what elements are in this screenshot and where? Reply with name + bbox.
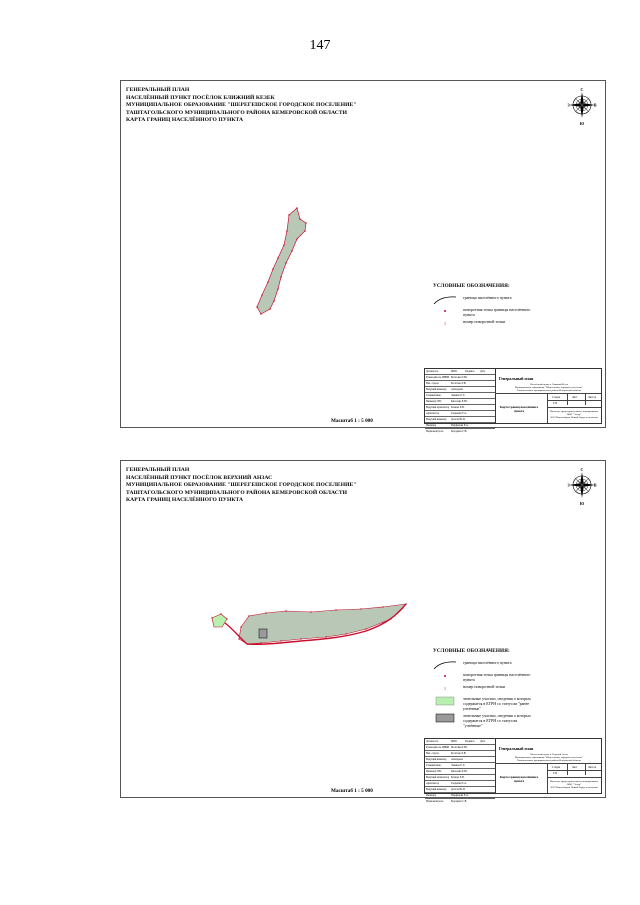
legend-item: [433, 672, 531, 684]
legend-label: земельные участки, сведения о которых содержатся в ЕГРН со статусом "ранее учтённые": [463, 696, 531, 711]
boundary-line-icon: [433, 295, 457, 305]
compass-north-label: С: [580, 467, 584, 472]
stamp-plan-title: Генеральный план: [499, 376, 534, 381]
settlement-territory-west: [212, 614, 227, 627]
settlement-territory: [257, 208, 306, 314]
legend-label: поворотная точка границы населённого пункта: [463, 672, 531, 682]
registered-parcel-icon: [433, 713, 457, 723]
legend-label: земельные участки, сведения о которых содержатся в ЕГРН со статусом "учтённые": [463, 713, 531, 728]
title-line: КАРТА ГРАНИЦ НАСЕЛЁННОГО ПУНКТА: [126, 497, 244, 504]
svg-text:1: 1: [444, 321, 446, 326]
title-stamp: Должность ФИО Подпись Дата Руководитель ЦНИИ Мозговая Т.Ю. Нач. отдела Богатова Л.В. Ведущий инженер Ахмадеева Главный инж. Лыкина Е.Л. Инженер ГИС Киселева Е.Ю. Ведущий архитектор Блажко Е.В. Архитектор Гладилин Т.А. Ведущий инженер Долгов Ю.И. Инженер Парфенова Е.А. Нормоконтроль Бородина С.В. Генеральный план Населённый пункт п. Верхний Анзас Муниципальное образование "Шерегешское городское поселение" Таштагольского муниципального района Кемеровской области Стадия Лист Листов ГП Карта границ населённого пункта Институт градостроительного планирования ООО "Элтур" 2019 Новосибирск Новый Город технологии: [424, 738, 602, 794]
svg-text:1: 1: [444, 686, 446, 691]
previously-registered-parcel-icon: [433, 696, 457, 706]
stamp-sheets-header: Листов: [588, 766, 596, 769]
title-stamp: Должность ФИО Подпись Дата Руководитель ЦНИИ Мозговая Т.Ю. Нач. отдела Богатова Л.В. Ведущий инженер Ахмадеева Главный инж. Лыкина Е.Л. Инженер ГИС Киселева Е.Ю. Ведущий архитектор Блажко Е.В. Архитектор Гладилин Т.А. Ведущий инженер Долгов Ю.И. Инженер Парфенова Е.А. Нормоконтроль Бородина С.В. Генеральный план Населённый пункт п. Ближний Кезек Муниципальное образование "Шерегешское городское поселение" Таштагольского муниципального района Кемеровской области Стадия Лист Листов ГП Карта границ населённого пункта Институт градостроительного планирования ООО "Элтур" 2019 Новосибирск Новый Город технологии: [424, 368, 602, 424]
stamp-sheet-header: Лист: [572, 766, 578, 769]
page-number: 147: [309, 38, 331, 53]
title-line: МУНИЦИПАЛЬНОЕ ОБРАЗОВАНИЕ "ШЕРЕГЕШСКОЕ ГОРОДСКОЕ ПОСЕЛЕНИЕ": [126, 102, 357, 109]
map-legend: [433, 648, 531, 730]
legend-label: граница населённого пункта: [463, 660, 512, 665]
stamp-company: Институт градостроительного планирования ООО "Элтур" 2019 Новосибирск Новый Город технологии: [550, 780, 598, 789]
stamp-sheets-header: Листов: [588, 396, 596, 399]
legend-label: номер поворотной точки: [463, 319, 506, 324]
compass-west-label: З: [567, 482, 570, 488]
map-legend: [433, 283, 531, 331]
legend-label: граница населённого пункта: [463, 295, 512, 300]
legend-title: УСЛОВНЫЕ ОБОЗНАЧЕНИЯ:: [433, 648, 510, 654]
stamp-org: Населённый пункт п. Верхний Анзас Муниципальное образование "Шерегешское городское поселение" Таштагольского муниципального района Кемеровской области: [514, 753, 584, 762]
compass-east-label: В: [593, 102, 597, 108]
stamp-org: Населённый пункт п. Ближний Кезек Муниципальное образование "Шерегешское городское поселение" Таштагольского муниципального района Кемеровской области: [514, 383, 584, 392]
legend-item: [433, 660, 510, 672]
compass-south-label: Ю: [579, 121, 585, 126]
turning-point-icon: [433, 307, 457, 317]
legend-label: номер поворотной точки: [463, 684, 506, 689]
title-line: ТАШТАГОЛЬСКОГО МУНИЦИПАЛЬНОГО РАЙОНА КЕМЕРОВСКОЙ ОБЛАСТИ: [126, 109, 348, 116]
legend-item: [433, 696, 531, 713]
stamp-sheet-title: Карта границ населённого пункта: [499, 405, 539, 413]
stamp-company: Институт градостроительного планирования ООО "Элтур" 2019 Новосибирск Новый Город технологии: [550, 410, 598, 419]
compass-north-label: С: [580, 87, 584, 92]
legend-title: УСЛОВНЫЕ ОБОЗНАЧЕНИЯ:: [433, 283, 510, 289]
title-line: НАСЕЛЁННЫЙ ПУНКТ ПОСЁЛОК БЛИЖНИЙ КЕЗЕК: [126, 94, 275, 101]
legend-item: [433, 307, 531, 319]
stamp-stage: ГП: [553, 771, 557, 775]
stamp-plan-title: Генеральный план: [499, 746, 534, 751]
compass-east-label: В: [593, 482, 597, 488]
title-line: КАРТА ГРАНИЦ НАСЕЛЁННОГО ПУНКТА: [126, 117, 244, 124]
title-line: ТАШТАГОЛЬСКОГО МУНИЦИПАЛЬНОГО РАЙОНА КЕМЕРОВСКОЙ ОБЛАСТИ: [126, 489, 348, 496]
stamp-stage-header: Стадия: [552, 396, 560, 399]
title-line: ГЕНЕРАЛЬНЫЙ ПЛАН: [126, 467, 190, 473]
stamp-sheet-title: Карта границ населённого пункта: [499, 775, 539, 783]
title-line: ГЕНЕРАЛЬНЫЙ ПЛАН: [126, 87, 190, 93]
compass-west-label: З: [567, 102, 570, 108]
stamp-stage: ГП: [553, 401, 557, 405]
legend-item: [433, 684, 510, 696]
title-line: МУНИЦИПАЛЬНОЕ ОБРАЗОВАНИЕ "ШЕРЕГЕШСКОЕ ГОРОДСКОЕ ПОСЕЛЕНИЕ": [126, 482, 357, 489]
map-sheet-blizhniy-kezek: [120, 80, 606, 433]
legend-label: поворотная точка границы населённого пункта: [463, 307, 531, 317]
point-number-icon: [433, 319, 457, 329]
boundary-line-icon: [433, 660, 457, 670]
legend-item: [433, 319, 510, 331]
turning-point-icon: [433, 672, 457, 682]
legend-item: [433, 713, 531, 730]
compass-south-label: Ю: [579, 501, 585, 506]
map-sheet-verkhniy-anzas: [120, 460, 606, 803]
stamp-sheet-header: Лист: [572, 396, 578, 399]
stamp-stage-header: Стадия: [552, 766, 560, 769]
registered-parcel: [259, 629, 267, 638]
legend-item: [433, 295, 510, 307]
map-scale: Масштаб 1 : 5 000: [331, 418, 373, 424]
point-number-icon: [433, 684, 457, 694]
map-scale: Масштаб 1 : 5 000: [331, 788, 373, 794]
title-line: НАСЕЛЁННЫЙ ПУНКТ ПОСЁЛОК ВЕРХНИЙ АНЗАС: [126, 474, 273, 481]
